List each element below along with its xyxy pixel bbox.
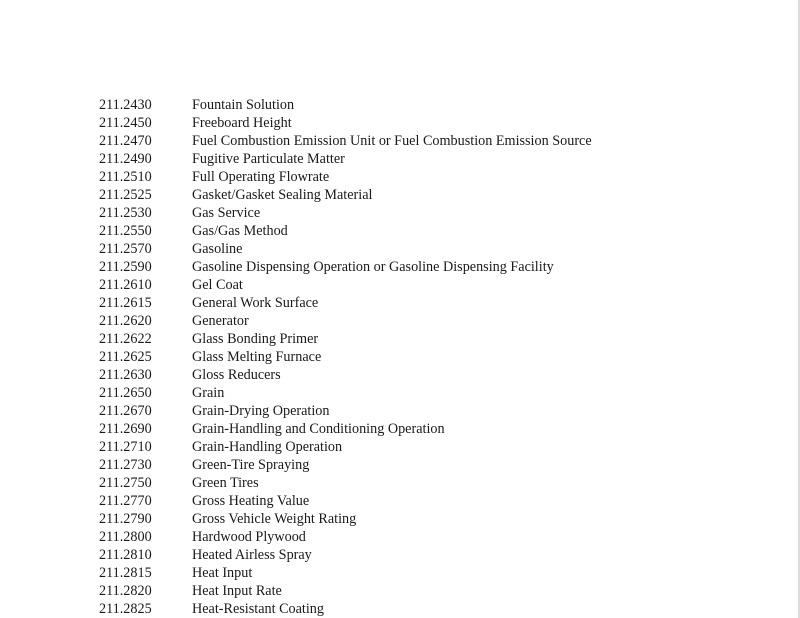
definition-row bbox=[99, 258, 592, 276]
section-number: 211.2510 bbox=[99, 169, 152, 185]
defined-term: Green Tires bbox=[192, 475, 259, 491]
defined-term: Glass Melting Furnace bbox=[192, 349, 322, 365]
section-number: 211.2490 bbox=[99, 151, 152, 167]
section-number: 211.2610 bbox=[99, 277, 152, 293]
defined-term: Gas/Gas Method bbox=[192, 223, 288, 239]
section-number: 211.2525 bbox=[99, 187, 152, 203]
section-number: 211.2570 bbox=[99, 241, 152, 257]
defined-term: General Work Surface bbox=[192, 295, 319, 311]
definition-row bbox=[99, 294, 592, 312]
defined-term: Gasoline Dispensing Operation or Gasoline Dispensing Facility bbox=[192, 259, 554, 275]
definition-row bbox=[99, 114, 592, 132]
definition-row bbox=[99, 150, 592, 168]
definition-row bbox=[99, 564, 592, 582]
defined-term: Grain-Handling and Conditioning Operation bbox=[192, 421, 445, 437]
definition-row bbox=[99, 96, 592, 114]
definition-row bbox=[99, 600, 592, 618]
defined-term: Heat Input bbox=[192, 565, 253, 581]
defined-term: Grain-Handling Operation bbox=[192, 439, 343, 455]
definition-row bbox=[99, 474, 592, 492]
definition-row bbox=[99, 366, 592, 384]
section-number: 211.2815 bbox=[99, 565, 152, 581]
definition-row bbox=[99, 222, 592, 240]
definition-row bbox=[99, 510, 592, 528]
definition-row bbox=[99, 546, 592, 564]
section-number: 211.2710 bbox=[99, 439, 152, 455]
defined-term: Heat-Resistant Coating bbox=[192, 601, 324, 617]
defined-term: Heated Airless Spray bbox=[192, 547, 312, 563]
section-number: 211.2550 bbox=[99, 223, 152, 239]
defined-term: Gasket/Gasket Sealing Material bbox=[192, 187, 373, 203]
section-number: 211.2670 bbox=[99, 403, 152, 419]
defined-term: Heat Input Rate bbox=[192, 583, 282, 599]
defined-term: Gloss Reducers bbox=[192, 367, 281, 383]
defined-term: Freeboard Height bbox=[192, 115, 292, 131]
definition-row bbox=[99, 528, 592, 546]
defined-term: Fuel Combustion Emission Unit or Fuel Combustion Emission Source bbox=[192, 133, 592, 149]
defined-term: Green-Tire Spraying bbox=[192, 457, 310, 473]
section-number: 211.2750 bbox=[99, 475, 152, 491]
definition-row bbox=[99, 276, 592, 294]
defined-term: Gross Vehicle Weight Rating bbox=[192, 511, 357, 527]
section-number: 211.2790 bbox=[99, 511, 152, 527]
section-number: 211.2730 bbox=[99, 457, 152, 473]
defined-term: Full Operating Flowrate bbox=[192, 169, 330, 185]
definition-row bbox=[99, 312, 592, 330]
defined-term: Gross Heating Value bbox=[192, 493, 310, 509]
defined-term: Fountain Solution bbox=[192, 97, 295, 113]
definition-row bbox=[99, 492, 592, 510]
definition-row bbox=[99, 204, 592, 222]
section-number: 211.2470 bbox=[99, 133, 152, 149]
defined-term: Grain-Drying Operation bbox=[192, 403, 330, 419]
defined-term: Fugitive Particulate Matter bbox=[192, 151, 345, 167]
section-number: 211.2800 bbox=[99, 529, 152, 545]
definition-row bbox=[99, 456, 592, 474]
section-number: 211.2620 bbox=[99, 313, 152, 329]
defined-term: Glass Bonding Primer bbox=[192, 331, 319, 347]
definition-row bbox=[99, 168, 592, 186]
definition-row bbox=[99, 132, 592, 150]
definition-row bbox=[99, 438, 592, 456]
defined-term: Generator bbox=[192, 313, 249, 329]
defined-term: Gas Service bbox=[192, 205, 261, 221]
defined-term: Hardwood Plywood bbox=[192, 529, 306, 545]
section-number: 211.2770 bbox=[99, 493, 152, 509]
section-number: 211.2820 bbox=[99, 583, 152, 599]
section-number: 211.2810 bbox=[99, 547, 152, 563]
section-number: 211.2625 bbox=[99, 349, 152, 365]
section-number: 211.2430 bbox=[99, 97, 152, 113]
definition-row bbox=[99, 330, 592, 348]
definitions-list bbox=[99, 96, 592, 618]
definition-row bbox=[99, 186, 592, 204]
section-number: 211.2530 bbox=[99, 205, 152, 221]
section-number: 211.2590 bbox=[99, 259, 152, 275]
definition-row bbox=[99, 402, 592, 420]
definition-row bbox=[99, 348, 592, 366]
definition-row bbox=[99, 240, 592, 258]
defined-term: Grain bbox=[192, 385, 225, 401]
defined-term: Gasoline bbox=[192, 241, 243, 257]
section-number: 211.2450 bbox=[99, 115, 152, 131]
definition-row bbox=[99, 420, 592, 438]
section-number: 211.2622 bbox=[99, 331, 152, 347]
definition-row bbox=[99, 582, 592, 600]
definition-row bbox=[99, 384, 592, 402]
section-number: 211.2690 bbox=[99, 421, 152, 437]
section-number: 211.2825 bbox=[99, 601, 152, 617]
defined-term: Gel Coat bbox=[192, 277, 243, 293]
section-number: 211.2650 bbox=[99, 385, 152, 401]
section-number: 211.2630 bbox=[99, 367, 152, 383]
section-number: 211.2615 bbox=[99, 295, 152, 311]
